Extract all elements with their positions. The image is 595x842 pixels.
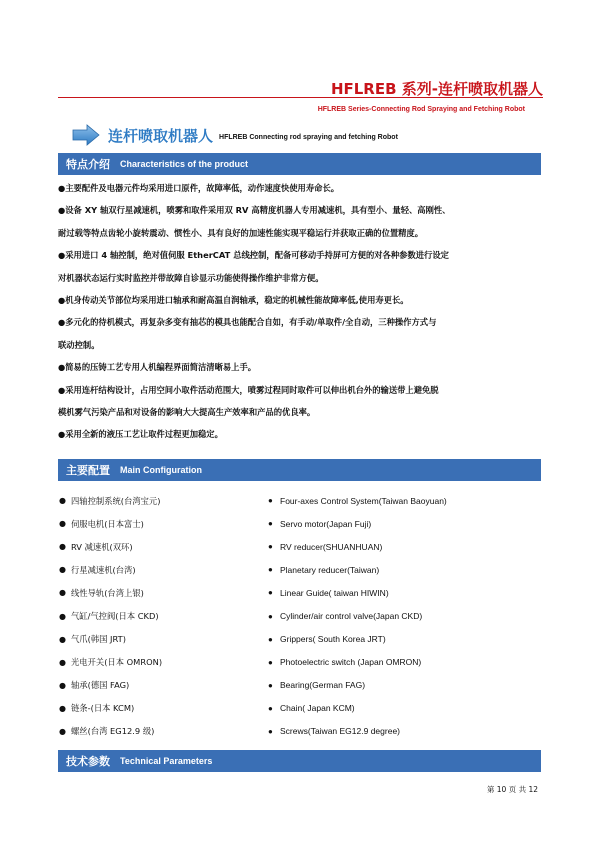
feature-line: ●主要配件及电器元件均采用进口原件，故障率低，动作速度快使用寿命长。 [58, 183, 340, 193]
bullet-icon: ● [59, 588, 66, 598]
bullet-icon: ● [268, 680, 273, 690]
bullet-icon: ● [59, 611, 66, 621]
feature-line: 耐过载等特点齿轮小旋转震动、惯性小、具有良好的加速性能实现平稳运行并获取正确的位置精度。 [58, 227, 424, 238]
product-name-cn: 连杆喷取机器人 [108, 126, 214, 145]
bullet-icon: ● [59, 726, 66, 736]
section-title-cn: 技术参数 [66, 755, 110, 768]
list-item: ● 链条-(日本 KCM) [59, 703, 135, 714]
list-item: ● Chain( Japan KCM) [268, 703, 355, 714]
bullet-icon: ● [268, 657, 273, 667]
feature-line: 对机器状态运行实时监控并带故障自诊显示功能使得操作维护非常方便。 [58, 272, 324, 283]
list-item: ● RV 减速机(双环) [59, 541, 133, 552]
list-item: ● 光电开关(日本 OMRON) [59, 657, 163, 668]
bullet-icon: ● [268, 496, 273, 506]
bullet-icon: ● [268, 565, 273, 575]
list-item: ● Planetary reducer(Taiwan) [268, 564, 380, 575]
feature-line: ●采用全新的液压工艺让取件过程更加稳定。 [58, 429, 223, 440]
feature-line: ●简易的压铸工艺专用人机编程界面简洁清晰易上手。 [58, 362, 257, 373]
list-item: ● Photoelectric switch (Japan OMRON) [268, 657, 422, 668]
bullet-icon: ● [268, 634, 273, 644]
bullet-icon: ● [59, 703, 66, 713]
bullet-icon: ● [268, 703, 273, 713]
features-list [58, 177, 548, 446]
bullet-icon: ● [268, 519, 273, 529]
feature-line: ●设备 XY 轴双行星减速机，喷雾和取件采用双 RV 高精度机器人专用减速机，具有型小、量轻、高刚性、 [58, 205, 451, 216]
bullet-icon: ● [268, 542, 273, 552]
section-bar-configuration [58, 459, 541, 481]
product-title [72, 122, 398, 148]
list-item: ● Servo motor(Japan Fuji) [268, 518, 372, 529]
header-divider [58, 97, 543, 98]
feature-line: ●采用连杆结构设计，占用空间小取件活动范围大，喷雾过程同时取件可以伸出机台外的输送带上避免脱 [58, 384, 439, 395]
section-bar-characteristics [58, 153, 541, 175]
list-item: ● 行星减速机(台湾) [59, 564, 136, 575]
feature-line: ●多元化的待机模式，再复杂多变有抽芯的模具也能配合自如，有手动/单取件/全自动，三种操作方式与 [58, 317, 437, 328]
list-item: ● Cylinder/air control valve(Japan CKD) [268, 611, 423, 622]
config-list-en [267, 489, 447, 743]
bullet-icon: ● [59, 680, 66, 690]
section-title-cn: 特点介绍 [66, 158, 110, 171]
config-list-cn [58, 489, 162, 743]
list-item: ● Bearing(German FAG) [268, 680, 366, 691]
list-item: ● 四轴控制系统(台湾宝元) [59, 495, 161, 506]
section-title-en: Characteristics of the product [120, 159, 249, 169]
list-item: ● Grippers( South Korea JRT) [268, 634, 386, 645]
list-item: ● 轴承(德国 FAG) [59, 680, 130, 691]
bullet-icon: ● [59, 634, 66, 644]
document-header-title: HFLREB 系列-连杆喷取机器人 [330, 80, 543, 98]
bullet-icon: ● [59, 657, 66, 667]
section-title-en: Main Configuration [120, 465, 202, 475]
section-title-en: Technical Parameters [120, 756, 213, 766]
feature-line: ●机身传动关节部位均采用进口轴承和耐高温自润轴承，稳定的机械性能故障率低,使用寿更长。 [58, 295, 409, 306]
section-title-cn: 主要配置 [66, 464, 110, 477]
bullet-icon: ● [268, 726, 273, 736]
list-item: ● Linear Guide( taiwan HIWIN) [268, 587, 389, 598]
list-item: ● Screws(Taiwan EG12.9 degree) [268, 726, 401, 737]
list-item: ● 气爪(韩国 JRT) [59, 634, 126, 645]
list-item: ● 线性导轨(台湾上银) [59, 587, 144, 598]
list-item: ● Four-axes Control System(Taiwan Baoyuan) [268, 495, 447, 506]
bullet-icon: ● [59, 519, 66, 529]
feature-line: 模机雾气污染产品和对设备的影响大大提高生产效率和产品的优良率。 [58, 407, 316, 418]
list-item: ● 螺丝(台湾 EG12.9 级) [59, 726, 155, 737]
right-arrow-icon [72, 124, 100, 146]
bullet-icon: ● [59, 496, 66, 506]
bullet-icon: ● [59, 542, 66, 552]
feature-line: ●采用进口 4 轴控制，绝对值伺服 EtherCAT 总线控制，配备可移动手持屏可方便的对各种参数进行设定 [58, 250, 449, 261]
list-item: ● 气缸/气控阀(日本 CKD) [59, 611, 159, 622]
page-number: 第 10 页 共 12 [486, 785, 538, 794]
bullet-icon: ● [268, 588, 273, 598]
bullet-icon: ● [59, 565, 66, 575]
list-item: ● RV reducer(SHUANHUAN) [268, 541, 383, 552]
product-name-en: HFLREB Connecting rod spraying and fetching Robot [219, 133, 398, 141]
list-item: ● 伺服电机(日本富士) [59, 518, 144, 529]
bullet-icon: ● [268, 611, 273, 621]
feature-line: 联动控制。 [58, 339, 100, 350]
section-bar-technical [58, 750, 541, 772]
document-header-subtitle: HFLREB Series-Connecting Rod Spraying and Fetching Robot [317, 106, 525, 113]
